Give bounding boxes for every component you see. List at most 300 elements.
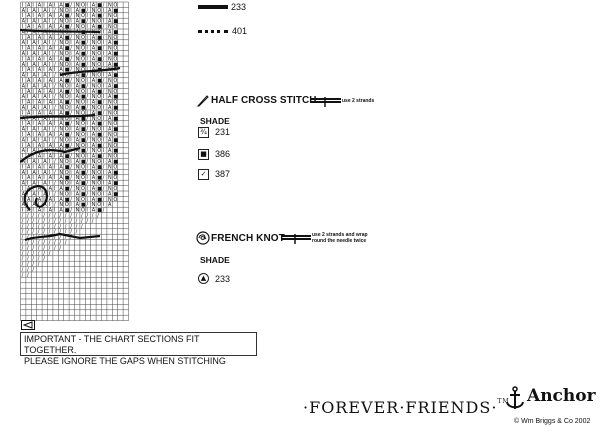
svg-text:O: O [64,159,69,165]
svg-text:/: / [54,72,56,79]
svg-text:/: / [21,250,24,257]
svg-text:N: N [108,13,112,20]
svg-text:N: N [108,88,112,95]
svg-text:/: / [102,121,105,128]
svg-text:A: A [59,142,63,149]
svg-text:A: A [43,29,47,36]
svg-text:N: N [59,72,64,79]
svg-text:/: / [21,234,24,241]
svg-text:A: A [48,2,53,9]
svg-text:O: O [81,78,85,84]
svg-text:■: ■ [97,196,102,203]
svg-text:/: / [97,213,99,219]
svg-text:I: I [54,78,56,84]
svg-text:/: / [54,180,56,187]
svg-text:/: / [86,213,89,219]
svg-text:I: I [43,88,45,95]
svg-text:O: O [97,72,102,79]
svg-text:A: A [27,45,31,52]
shade-swatch-233: ▲ [198,273,209,284]
svg-text:N: N [108,110,112,117]
svg-text:/: / [54,148,56,155]
svg-text:I: I [102,18,105,25]
svg-text:N: N [91,40,96,47]
half-cross-stitch-icon [197,94,209,107]
svg-text:I: I [48,18,51,25]
svg-text:I: I [21,78,24,84]
svg-text:A: A [32,115,36,122]
svg-text:■: ■ [81,105,86,111]
svg-text:N: N [75,24,80,30]
svg-text:O: O [81,88,85,95]
svg-text:/: / [86,94,89,101]
svg-text:O: O [64,83,69,90]
svg-text:I: I [21,153,24,160]
svg-text:■: ■ [97,110,102,117]
svg-text:/: / [37,245,40,252]
svg-text:/: / [102,88,105,95]
svg-text:A: A [32,51,36,57]
svg-text:A: A [27,56,31,63]
svg-text:A: A [59,34,63,41]
svg-text:O: O [97,18,102,25]
svg-text:I: I [86,196,88,203]
svg-text:I: I [86,175,88,182]
svg-text:I: I [21,142,24,149]
svg-text:A: A [59,78,63,84]
svg-text:I: I [21,207,24,214]
svg-text:I: I [70,105,72,111]
svg-text:■: ■ [113,137,119,144]
svg-text:/: / [27,223,29,230]
svg-text:■: ■ [64,132,70,138]
svg-text:O: O [97,94,102,101]
svg-text:O: O [97,137,102,144]
svg-text:/: / [70,223,72,230]
svg-text:O: O [64,202,69,209]
svg-text:/: / [54,223,56,230]
svg-text:I: I [48,83,51,90]
svg-text:A: A [59,88,63,95]
svg-text:■: ■ [97,13,102,20]
svg-text:/: / [102,186,105,192]
svg-text:A: A [27,78,31,84]
svg-text:N: N [59,83,64,90]
backstitch-dotted-line [198,30,228,33]
svg-text:I: I [21,2,24,9]
svg-text:/: / [54,61,56,68]
svg-text:O: O [113,13,118,20]
svg-text:O: O [81,132,85,138]
svg-text:A: A [91,186,96,192]
svg-text:I: I [54,34,56,41]
svg-text:■: ■ [113,72,119,79]
svg-text:I: I [37,202,40,209]
svg-text:O: O [81,67,85,74]
svg-text:/: / [54,105,56,111]
svg-text:O: O [64,191,69,198]
svg-text:A: A [43,51,47,57]
svg-text:/: / [37,229,40,236]
svg-text:O: O [113,153,118,160]
svg-text:/: / [102,2,105,9]
svg-text:A: A [37,164,42,171]
svg-text:/: / [37,234,40,241]
svg-text:A: A [43,159,47,165]
svg-text:I: I [37,40,40,47]
svg-text:A: A [75,94,80,101]
svg-text:I: I [32,13,34,20]
svg-text:O: O [113,142,118,149]
svg-text:I: I [21,34,24,41]
svg-text:■: ■ [97,121,102,128]
svg-text:A: A [75,191,80,198]
svg-text:/: / [37,256,40,263]
svg-text:A: A [91,56,96,63]
svg-text:A: A [43,137,47,144]
svg-text:■: ■ [113,191,119,198]
svg-text:/: / [54,29,56,36]
svg-text:I: I [102,137,105,144]
svg-text:I: I [27,83,29,90]
svg-text:O: O [113,186,118,192]
svg-text:A: A [91,142,96,149]
svg-text:/: / [54,40,56,47]
svg-text:A: A [59,24,63,30]
svg-text:/: / [21,261,24,268]
svg-text:I: I [48,148,51,155]
svg-text:I: I [70,83,72,90]
svg-text:/: / [54,137,56,144]
svg-text:/: / [54,126,56,133]
svg-text:/: / [70,164,72,171]
svg-text:I: I [32,175,34,182]
svg-text:N: N [59,105,64,111]
svg-text:N: N [59,126,64,133]
svg-text:/: / [70,67,72,74]
svg-text:I: I [37,61,40,68]
svg-text:I: I [86,78,88,84]
svg-text:I: I [37,51,40,57]
svg-text:N: N [59,169,64,176]
svg-text:I: I [21,67,24,74]
svg-text:A: A [37,99,42,106]
svg-text:A: A [21,18,26,25]
svg-text:O: O [97,191,102,198]
svg-text:■: ■ [81,115,86,122]
svg-text:/: / [70,196,72,203]
svg-text:A: A [48,175,53,182]
svg-text:I: I [27,115,29,122]
svg-text:/: / [86,7,89,14]
svg-text:I: I [32,142,34,149]
svg-text:I: I [32,99,34,106]
svg-text:N: N [75,175,80,182]
svg-text:I: I [54,121,56,128]
svg-text:A: A [48,34,53,41]
svg-text:/: / [43,234,45,241]
backstitch-shade-401: 401 [232,26,248,36]
svg-text:N: N [108,24,112,30]
svg-text:A: A [91,132,96,138]
svg-text:A: A [59,110,63,117]
svg-text:A: A [21,191,26,198]
svg-text:/: / [86,202,89,209]
svg-text:A: A [48,24,53,30]
svg-text:/: / [102,153,105,160]
svg-text:I: I [32,186,34,192]
svg-text:A: A [32,40,36,47]
svg-text:I: I [54,45,56,52]
svg-text:N: N [108,153,112,160]
svg-text:N: N [59,180,64,187]
svg-text:I: I [32,2,34,9]
svg-text:A: A [43,202,47,209]
svg-text:I: I [54,110,56,117]
svg-text:■: ■ [64,99,70,106]
svg-text:A: A [75,105,80,111]
svg-text:A: A [59,153,63,160]
svg-text:/: / [54,240,56,246]
svg-text:/: / [32,267,35,273]
svg-text:O: O [64,180,69,187]
svg-text:/: / [48,240,51,246]
svg-text:■: ■ [81,159,86,165]
half-cross-shade-label: SHADE [200,116,230,126]
svg-text:A: A [27,2,31,9]
svg-text:I: I [86,99,88,106]
svg-text:I: I [102,115,105,122]
svg-text:■: ■ [113,40,119,47]
svg-text:/: / [102,142,105,149]
trademark: TM [497,398,510,405]
svg-text:■: ■ [64,13,70,20]
svg-text:A: A [108,51,112,57]
svg-text:A: A [32,202,36,209]
svg-text:/: / [59,218,62,225]
svg-text:/: / [54,7,56,14]
svg-text:■: ■ [97,132,102,138]
svg-text:A: A [32,61,36,68]
svg-text:/: / [75,218,78,225]
svg-text:A: A [108,7,112,14]
svg-text:O: O [113,99,118,106]
svg-text:/: / [70,88,72,95]
svg-text:A: A [43,83,47,90]
svg-text:I: I [54,67,56,74]
svg-text:A: A [27,153,31,160]
svg-text:A: A [108,115,112,122]
svg-text:O: O [81,186,85,192]
svg-text:■: ■ [113,126,119,133]
svg-text:■: ■ [64,2,70,9]
svg-text:I: I [37,148,40,155]
svg-text:/: / [81,213,83,219]
svg-text:O: O [64,7,69,14]
anchor-icon [505,386,525,412]
svg-text:N: N [91,51,96,57]
svg-text:A: A [37,142,42,149]
svg-text:■: ■ [97,207,102,214]
svg-text:I: I [43,110,45,117]
svg-text:/: / [54,159,56,165]
svg-text:A: A [27,34,31,41]
svg-text:/: / [43,256,45,263]
svg-text:I: I [86,186,88,192]
svg-text:I: I [102,202,105,209]
svg-text:/: / [70,218,72,225]
svg-text:■: ■ [97,24,102,30]
svg-text:■: ■ [113,51,119,57]
svg-text:/: / [75,213,78,219]
svg-text:A: A [32,180,36,187]
svg-text:I: I [32,24,34,30]
svg-text:N: N [91,126,96,133]
svg-text:/: / [59,245,62,252]
svg-text:/: / [37,213,40,219]
svg-text:/: / [21,223,24,230]
svg-text:I: I [21,110,24,117]
svg-text:■: ■ [81,191,86,198]
forever-friends-brand [303,398,510,417]
svg-text:■: ■ [113,148,119,155]
svg-text:■: ■ [81,51,86,57]
svg-text:A: A [48,67,53,74]
svg-text:/: / [43,240,45,246]
svg-text:I: I [54,196,56,203]
svg-text:O: O [97,29,102,36]
svg-text:/: / [64,240,67,246]
svg-text:/: / [54,234,56,241]
svg-text:■: ■ [97,45,102,52]
svg-text:I: I [86,13,88,20]
svg-text:/: / [43,229,45,236]
svg-text:A: A [27,186,31,192]
svg-text:A: A [32,7,36,14]
svg-text:/: / [54,229,56,236]
svg-text:N: N [75,34,80,41]
svg-text:A: A [37,121,42,128]
svg-text:I: I [43,45,45,52]
svg-text:A: A [32,105,36,111]
half-cross-strand-note: use 2 strands [342,98,375,104]
svg-text:A: A [21,126,26,133]
svg-text:N: N [91,137,96,144]
svg-text:I: I [48,51,51,57]
svg-text:A: A [75,61,80,68]
svg-text:N: N [59,7,64,14]
svg-text:A: A [21,137,26,144]
svg-text:A: A [32,94,36,101]
notice-line-1: IMPORTANT - THE CHART SECTIONS FIT TOGETHER. [24,334,200,355]
svg-text:O: O [81,45,85,52]
svg-text:A: A [48,153,53,160]
svg-text:I: I [70,40,72,47]
svg-text:N: N [108,56,112,63]
svg-text:O: O [113,45,118,52]
svg-text:I: I [43,175,45,182]
svg-text:/: / [64,213,67,219]
svg-text:O: O [64,51,69,57]
svg-text:/: / [70,121,72,128]
svg-text:I: I [27,126,29,133]
svg-text:A: A [43,180,47,187]
svg-text:■: ■ [64,196,70,203]
svg-text:A: A [32,148,36,155]
svg-text:N: N [91,169,96,176]
svg-text:■: ■ [81,40,86,47]
svg-text:O: O [97,7,102,14]
svg-text:A: A [43,18,47,25]
svg-text:/: / [86,148,89,155]
svg-text:A: A [48,207,53,214]
svg-text:I: I [27,169,29,176]
svg-text:I: I [54,153,56,160]
svg-text:A: A [27,142,31,149]
svg-text:N: N [59,137,64,144]
svg-text:/: / [48,213,51,219]
copyright: © Wm Briggs & Co 2002 [514,418,591,425]
needle-strands-icon [311,94,341,108]
svg-text:I: I [21,196,24,203]
svg-text:/: / [64,229,67,236]
svg-text:/: / [102,45,105,52]
svg-text:A: A [75,7,80,14]
svg-text:N: N [75,153,80,160]
svg-text:/: / [21,218,24,225]
svg-text:I: I [43,56,45,63]
svg-text:/: / [32,234,35,241]
svg-text:/: / [86,218,89,225]
svg-text:/: / [64,234,67,241]
svg-text:I: I [21,13,24,20]
svg-text:I: I [27,94,29,101]
svg-text:I: I [32,67,34,74]
svg-text:I: I [70,137,72,144]
svg-text:/: / [54,191,56,198]
svg-text:N: N [75,78,80,84]
svg-text:N: N [91,191,96,198]
svg-text:O: O [113,132,118,138]
svg-text:I: I [86,56,88,63]
svg-text:A: A [37,56,42,63]
svg-text:/: / [59,234,62,241]
svg-text:/: / [27,256,29,263]
svg-text:I: I [102,7,105,14]
svg-text:/: / [86,83,89,90]
svg-text:N: N [59,61,64,68]
svg-text:I: I [70,191,72,198]
french-knot-icon [196,231,210,245]
svg-text:A: A [48,164,53,171]
svg-text:N: N [59,191,64,198]
svg-text:A: A [59,56,63,63]
svg-text:A: A [48,142,53,149]
svg-text:I: I [43,24,45,30]
svg-text:A: A [43,94,47,101]
svg-text:A: A [108,169,112,176]
svg-text:■: ■ [64,67,70,74]
svg-text:/: / [32,213,35,219]
svg-text:/: / [21,267,24,273]
svg-text:O: O [113,110,118,117]
svg-text:/: / [59,213,62,219]
svg-text:■: ■ [64,153,70,160]
svg-text:A: A [37,13,42,20]
svg-text:■: ■ [64,24,70,30]
svg-text:I: I [43,2,45,9]
svg-text:N: N [75,142,80,149]
